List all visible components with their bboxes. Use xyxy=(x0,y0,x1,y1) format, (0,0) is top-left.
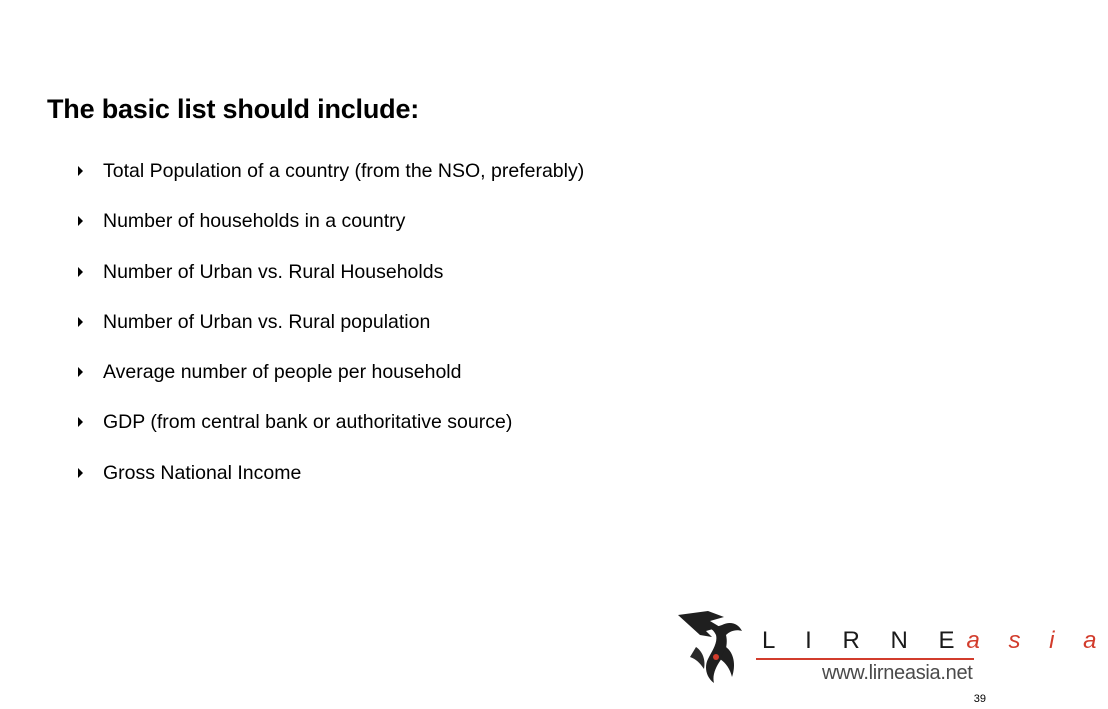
logo-brand-main: L I R N E xyxy=(762,627,967,654)
slide-title: The basic list should include: xyxy=(47,94,420,124)
triangle-bullet-icon xyxy=(78,216,83,226)
page-number: 39 xyxy=(973,693,986,705)
bullet-text: Number of Urban vs. Rural Households xyxy=(103,260,444,283)
bullet-text: GDP (from central bank or authoritative source) xyxy=(103,411,513,434)
triangle-bullet-icon xyxy=(78,267,83,277)
lirneasia-logo xyxy=(676,603,1108,687)
bullet-list xyxy=(78,158,584,510)
list-item xyxy=(78,409,584,459)
triangle-bullet-icon xyxy=(78,317,83,327)
triangle-bullet-icon xyxy=(78,417,83,427)
logo-wordmark xyxy=(762,629,1108,653)
list-item xyxy=(78,309,584,359)
triangle-bullet-icon xyxy=(78,367,83,377)
list-item xyxy=(78,460,584,510)
bullet-text: Average number of people per household xyxy=(103,361,462,384)
triangle-bullet-icon xyxy=(78,166,83,176)
bullet-text: Total Population of a country (from the NSO, preferably) xyxy=(103,160,585,182)
bird-emblem-icon xyxy=(676,603,756,687)
bullet-text: Gross National Income xyxy=(103,461,302,484)
logo-url: www.lirneasia.net xyxy=(822,662,973,684)
list-item xyxy=(78,158,584,208)
list-item xyxy=(78,208,584,258)
list-item xyxy=(78,359,584,409)
logo-brand-suffix: a s i a xyxy=(966,627,1108,654)
bullet-text: Number of Urban vs. Rural population xyxy=(103,310,431,333)
list-item xyxy=(78,259,584,309)
bullet-text: Number of households in a country xyxy=(103,210,406,233)
triangle-bullet-icon xyxy=(78,468,83,478)
